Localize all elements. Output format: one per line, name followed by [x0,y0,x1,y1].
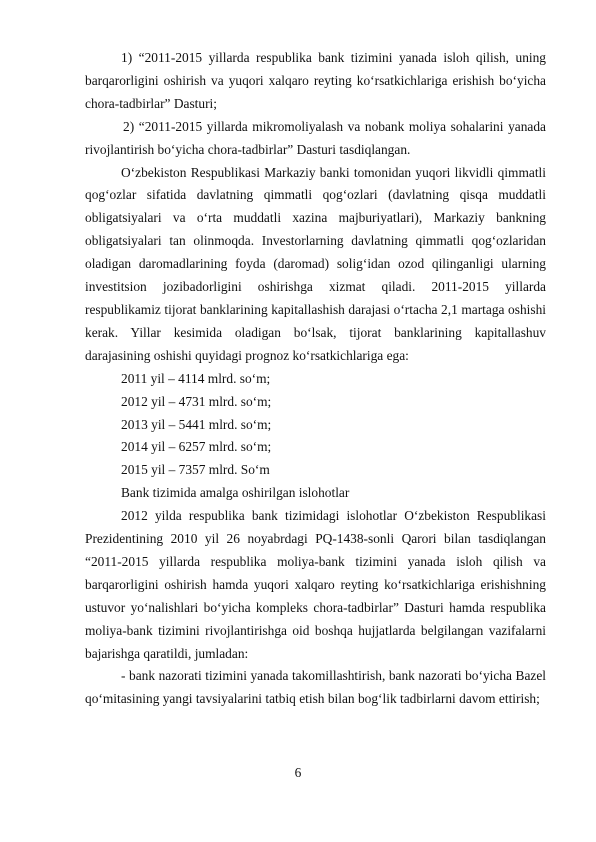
forecast-item-2011: 2011 yil – 4114 mlrd. so‘m; [121,370,271,386]
paragraph-program-1: 1) “2011-2015 yillarda respublika bank tizimini yanada isloh qilish, uning barqarorligini oshirish va yuqori xalqaro reyting ko‘rsatkichlariga erishish bo‘yicha chora-tadbirlar” Dasturi; [85,50,546,111]
paragraph-bank-supervision: - bank nazorati tizimini yanada takomillashtirish, bank nazorati bo‘yicha Bazel qo‘mitasining yangi tavsiyalarini tatbiq etish bilan bog‘lik tadbirlarni davom ettirish; [85,668,546,707]
paragraph-program-2: 2) “2011-2015 yillarda mikromoliyalash va nobank moliya sohalarini yanada rivojlantirish bo‘yicha chora-tadbirlar” Dasturi tasdiqlangan. [85,118,546,157]
forecast-item-2015: 2015 yil – 7357 mlrd. So‘m [121,462,270,478]
forecast-item-2012: 2012 yil – 4731 mlrd. so‘m; [121,393,272,409]
forecast-item-2014: 2014 yil – 6257 mlrd. so‘m; [121,439,272,455]
page-text [85,47,546,711]
page-number: 6 [294,765,302,780]
forecast-item-2013: 2013 yil – 5441 mlrd. so‘m; [121,416,272,432]
paragraph-reforms-2012: 2012 yilda respublika bank tizimidagi islohotlar O‘zbekiston Respublikasi Prezidentining 2010 yil 26 noyabrdagi PQ-1438-sonli Qarori bilan tasdiqlangan “2011-2015 yillarda respublika moliya-bank tizimini yanada isloh qilish va barqarorligini oshirish hamda yuqori xalqaro reyting ko‘rsatkichlariga erishishning ustuvor yo‘nalishlari bo‘yicha kompleks chora-tadbirlar” Dasturi hamda respublika moliya-bank tizimini rivojlantirishga oid boshqa hujjatlarda belgilangan vazifalarni bajarishga qaratildi, jumladan: [85,508,546,661]
paragraph-central-bank: O‘zbekiston Respublikasi Markaziy banki tomonidan yuqori likvidli qimmatli qog‘ozlar sifatida davlatning qimmatli qog‘ozlari (davlatning qisqa muddatli obligatsiyalari va o‘rta muddatli xazina majburiyatlari), Markaziy bankning obligatsiyalari tan olinmoqda. Investorlarning davlatning qimmatli qog‘ozlaridan oladigan daromadlarining foyda (daromad) solig‘idan ozod qilinganligi ularning investitsion jozibadorligini oshirishga xizmat qiladi. 2011-2015 yillarda respublikamiz tijorat banklarining kapitallashish darajasi o‘rtacha 2,1 martaga oshishi kerak. Yillar kesimida oladigan bo‘lsak, tijorat banklarining kapitallashuv darajasining oshishi quyidagi prognoz ko‘rsatkichlariga ega: [85,164,546,363]
section-heading: Bank tizimida amalga oshirilgan islohotlar [121,485,350,501]
